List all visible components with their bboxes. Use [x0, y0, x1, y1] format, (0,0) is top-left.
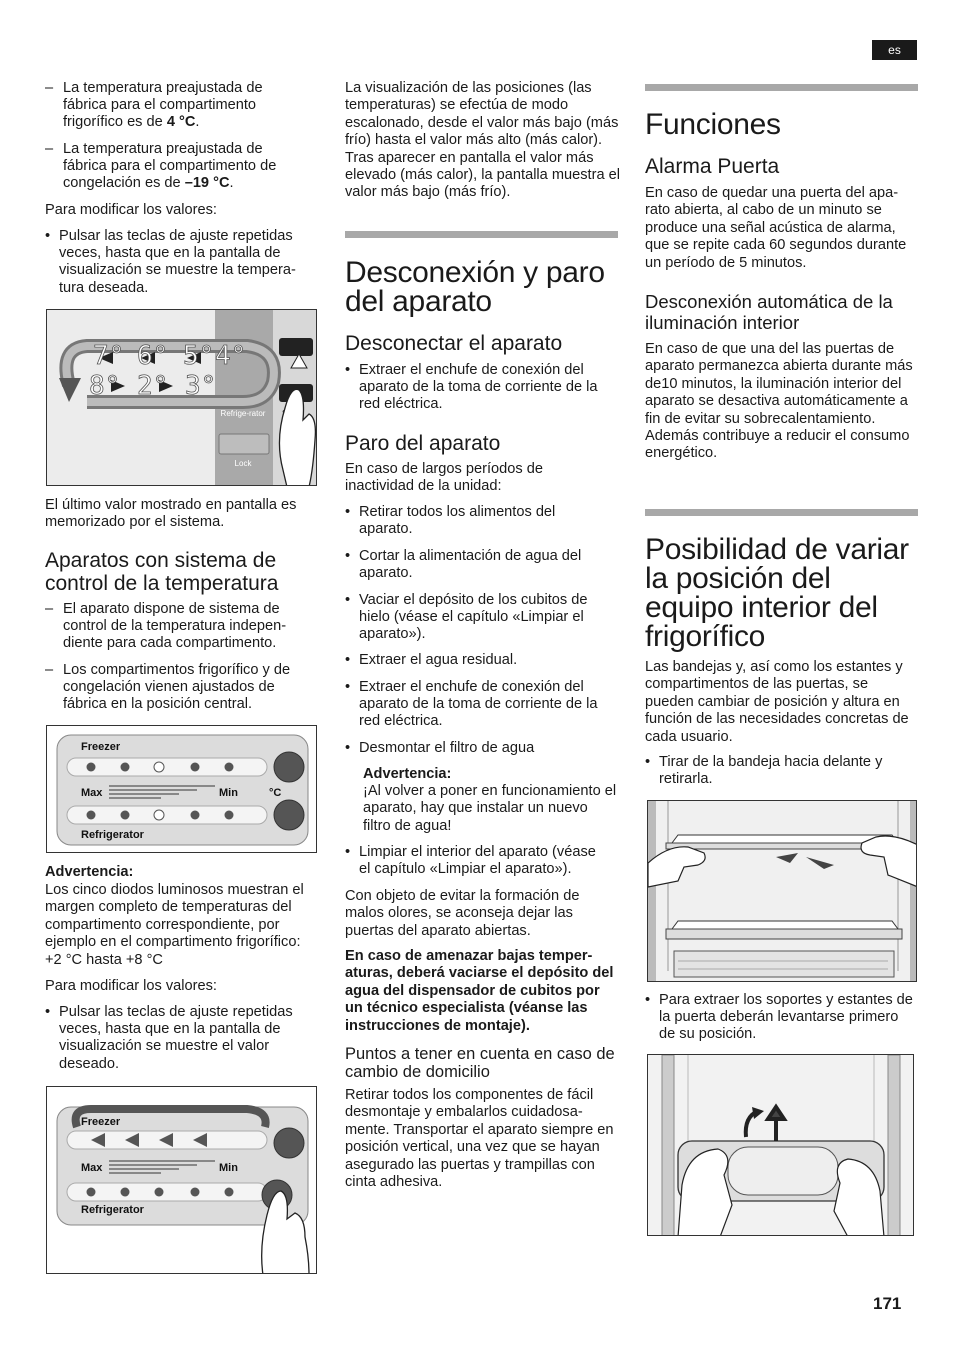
digit-top-2: 6° [137, 341, 169, 371]
digit-bottom-1: 8° [89, 371, 121, 401]
min-label: Min [219, 1162, 238, 1174]
page-number: 171 [873, 1294, 902, 1313]
digit-bottom-2: 2° [137, 371, 169, 401]
display-intro: La visualización de las posiciones (las temperaturas) se efectúa de modo escalonado, desde el valor más bajo (más frío) hasta el valor más alto (más calor). Tras aparecer en pantalla el valor más elevado (más calor), la pantalla muestra el valor más bajo (más frío). [345, 80, 620, 201]
stop-item: • Vaciar el depósito de los cubitos de hielo (véase el capítulo «Limpiar el aparato»). [345, 592, 607, 644]
heading-light-off: Desconexión automática de la iluminación interior [645, 291, 893, 333]
independent-control-item: – El aparato dispone de sistema de control de la temperatura independiente para cada compartimento. [45, 601, 307, 653]
factory-fridge-temp-item [45, 80, 307, 132]
water-filter-warning-text: ¡Al volver a poner en funcionamiento el aparato, hay que instalar un nuevo filtro de agua! [363, 783, 617, 834]
odor-note: Con objeto de evitar la formación de malos olores, se aconseja dejar las puertas del aparato abiertas. [345, 888, 580, 939]
text: La temperatura preajustada de fábrica para el compartimento frigorífico es de [63, 80, 263, 131]
language-badge: es [872, 40, 917, 60]
door-shelf-item: • Para extraer los soportes y estantes de la puerta deberán levantarse primero de su posición. [645, 992, 913, 1044]
warning-title [45, 864, 133, 881]
memorized-note: El último valor mostrado en pantalla es memorizado por el sistema. [45, 497, 297, 531]
heading-moving: Puntos a tener en cuenta en caso de cambio de domicilio [345, 1045, 615, 1081]
stop-item: • Desmontar el filtro de agua [345, 740, 607, 757]
digit-top-1: 7° [93, 341, 125, 371]
heading-disconnect: Desconectar el aparato [345, 332, 563, 355]
stop-item: • Extraer el agua residual. [345, 652, 607, 669]
digit-bottom-3: 3° [185, 371, 217, 401]
max-label: Max [81, 787, 103, 799]
section-rule [645, 509, 918, 516]
warning-text: Los cinco diodos luminosos muestran el margen completo de temperaturas del compartimento correspondiente, por ejemplo en el compartimento frigorífico: +2 °C hasta +8 °C [45, 882, 304, 968]
pull-shelf-illustration [648, 801, 917, 982]
display-panel-illustration [47, 310, 317, 486]
section-rule [345, 231, 618, 238]
warning-title-text: Advertencia: [45, 864, 134, 880]
shelves-text: Las bandejas y, así como los estantes y compartimentos de las puertas, se pueden cambiar de posición y altura en función de las necesidades concretas de cada usuario. [645, 659, 909, 745]
stop-intro: En caso de largos períodos de inactividad de la unidad: [345, 461, 543, 495]
factory-freezer-temp-item [45, 141, 307, 193]
clean-interior-item: • Limpiar el interior del aparato (véase el capítulo «Limpiar el aparato»). [345, 844, 607, 878]
section-title-functions: Funciones [645, 108, 781, 141]
freezer-label: Freezer [81, 1116, 121, 1128]
heading-temperature-control: Aparatos con sistema de control de la temperatura [45, 549, 279, 595]
value: 4 °C [166, 114, 196, 131]
figure-lift-door-shelf [647, 1054, 914, 1236]
door-alarm-text: En caso de quedar una puerta del aparato abierta, al cabo de un minuto se produce una señal acústica de alarma, que se repite cada 60 segundos durante un período de 5 minutos. [645, 185, 907, 271]
lift-door-shelf-illustration [648, 1055, 914, 1236]
modify-values-label: Para modificar los valores: [45, 202, 217, 218]
press-keys-item-2: • Pulsar las teclas de ajuste repetidas veces, hasta que en la pantalla de visualización se muestre el valor deseado. [45, 1004, 307, 1073]
refrigerator-label: Refrigerator [81, 1204, 144, 1216]
max-label: Max [81, 1162, 103, 1174]
lock-label: Lock [234, 459, 252, 468]
stop-item: • Retirar todos los alimentos del aparato. [345, 504, 607, 538]
stop-item: • Extraer el enchufe de conexión del aparato de la toma de corriente de la red eléctrica. [345, 679, 607, 731]
unit-label: °C [269, 787, 282, 799]
moving-text: Retirar todos los componentes de fácil desmontaje y embalarlos cuidadosamente. Transportar el aparato siempre en posición vertical, una vez que se hayan asegurado las puertas y trampillas con cinta adhesiva. [345, 1087, 614, 1191]
press-keys-item: • Pulsar las teclas de ajuste repetidas veces, hasta que en la pantalla de visualización se muestre la temperatura deseada. [45, 228, 309, 297]
digit-top-4: 4° [215, 341, 247, 371]
figure-led-panel [46, 725, 317, 853]
light-off-text: En caso de que una del las puertas de aparato permanezca abierta durante más de10 minutos, la iluminación interior del aparato se desactiva automáticamente a fin de evitar su sobrecalentamiento. Además contribuye a reducir el consumo energético. [645, 341, 913, 462]
led-panel-finger-illustration [47, 1087, 317, 1274]
section-rule [645, 84, 918, 91]
text: La temperatura preajustada de fábrica para el compartimento de congelación es de [63, 141, 277, 192]
heading-stop: Paro del aparato [345, 432, 501, 455]
value: –19 °C [184, 175, 230, 192]
min-label: Min [219, 787, 238, 799]
figure-led-panel-finger [46, 1086, 317, 1274]
text: . [229, 175, 234, 192]
digit-top-3: 5° [183, 341, 215, 371]
warning-title-text: Advertencia: [363, 766, 452, 782]
figure-pull-shelf [647, 800, 917, 982]
led-panel-illustration [47, 726, 317, 853]
stop-item: • Cortar la alimentación de agua del aparato. [345, 548, 607, 582]
water-filter-warning-title [363, 766, 451, 783]
freezer-label: Freezer [81, 741, 121, 753]
refrigerator-label: Refrigerator [81, 829, 144, 841]
figure-display-panel [46, 309, 317, 486]
pull-tray-item: • Tirar de la bandeja hacia delante y retirarla. [645, 754, 907, 788]
low-temperature-warning-text: En caso de amenazar bajas temperaturas, deberá vaciarse el depósito del agua del dispensador de cubitos por un técnico especialista (véanse las instrucciones de montaje). [345, 948, 614, 1034]
refrigerator-button-label: Refrige-rator [220, 409, 266, 418]
low-temperature-warning [345, 948, 620, 1035]
text: . [195, 114, 200, 131]
modify-values-label-2: Para modificar los valores: [45, 978, 217, 994]
heading-door-alarm: Alarma Puerta [645, 155, 780, 178]
section-title-interior: Posibilidad de variar la posición del equipo interior del frigorífico [645, 533, 909, 653]
disconnect-item: • Extraer el enchufe de conexión del aparato de la toma de corriente de la red eléctrica. [345, 362, 607, 414]
section-title-disconnect: Desconexión y paro del aparato [345, 256, 605, 318]
central-position-item: – Los compartimentos frigorífico y de congelación vienen ajustados de fábrica en la posición central. [45, 662, 307, 714]
